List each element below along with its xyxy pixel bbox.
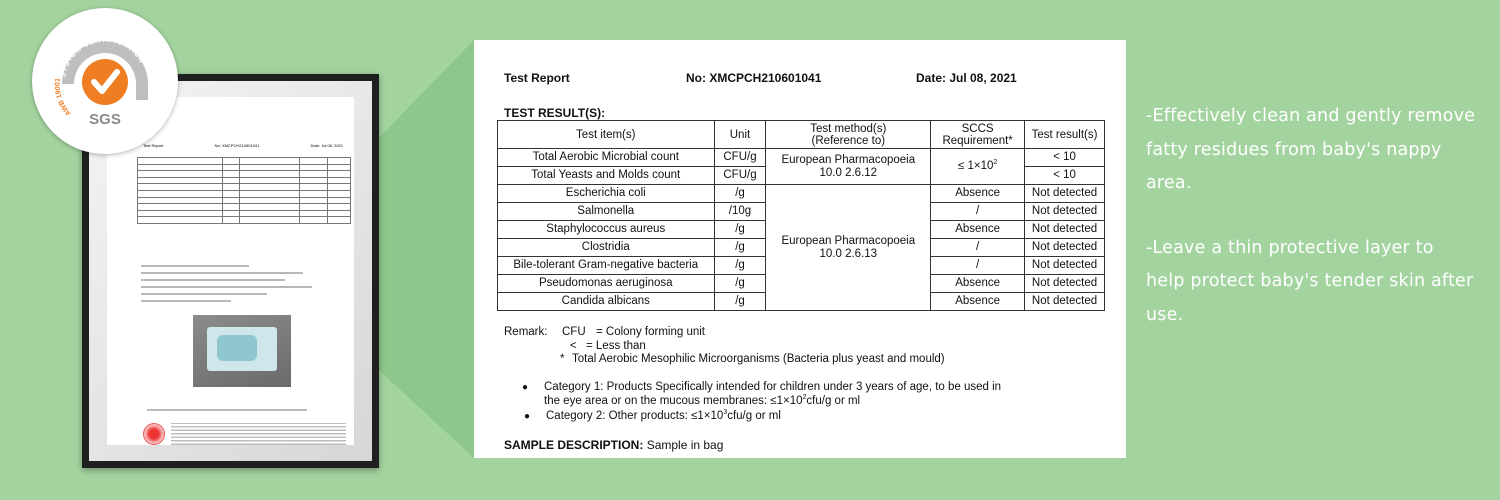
thumbnail-table-cell xyxy=(138,190,223,197)
cell-unit: /g xyxy=(714,293,766,311)
thumbnail-table-row xyxy=(138,164,351,171)
thumbnail-header-label: Test Report xyxy=(143,143,164,148)
method-b-line2: 10.0 2.6.13 xyxy=(819,247,878,260)
method-b-line1: European Pharmacopoeia xyxy=(781,234,916,247)
thumbnail-fine-print xyxy=(171,423,346,445)
remark-lt-def: = Less than xyxy=(586,339,646,352)
thumbnail-table-cell xyxy=(327,190,350,197)
thumbnail-table-cell xyxy=(223,164,240,171)
thumbnail-table-cell xyxy=(240,190,300,197)
cell-item: Candida albicans xyxy=(498,293,715,311)
thumbnail-table-row xyxy=(138,190,351,197)
thumbnail-table-row xyxy=(138,197,351,204)
cell-unit: /g xyxy=(714,221,766,239)
remark-cfu-def: = Colony forming unit xyxy=(596,326,705,338)
thumbnail-table-cell xyxy=(327,177,350,184)
cell-unit: /10g xyxy=(714,203,766,221)
test-report-zoom xyxy=(474,40,1126,458)
cell-result: Not detected xyxy=(1025,257,1105,275)
thumbnail-table-row xyxy=(138,177,351,184)
thumbnail-table-cell xyxy=(327,217,350,224)
col-test-method xyxy=(766,121,931,149)
cell-req: Absence xyxy=(931,185,1025,203)
thumbnail-table-cell xyxy=(299,171,327,178)
thumbnail-header-date: Date: Jul 08, 2021 xyxy=(310,143,343,148)
req-a-base: ≤ 1×10 xyxy=(957,160,994,172)
method-a-line1: European Pharmacopoeia xyxy=(781,153,916,166)
category-1-line1: Category 1: Products Specifically intended for children under 3 years of age, to be used in xyxy=(544,381,1002,393)
thumbnail-table-cell xyxy=(223,217,240,224)
col-sccs-line2: Requirement* xyxy=(942,134,1013,147)
thumbnail-table-cell xyxy=(240,171,300,178)
cell-result: Not detected xyxy=(1025,221,1105,239)
table-row xyxy=(498,149,1105,167)
remark-cfu-key: CFU xyxy=(562,326,586,338)
cell-unit: /g xyxy=(714,185,766,203)
thumbnail-table-cell xyxy=(240,217,300,224)
badge-side-text: AWB 19001 xyxy=(54,77,73,117)
cell-req: Absence xyxy=(931,221,1025,239)
thumbnail-footer-line xyxy=(147,409,307,411)
col-unit: Unit xyxy=(714,121,766,149)
results-title: TEST RESULT(S): xyxy=(504,106,606,120)
thumbnail-table-cell xyxy=(299,184,327,191)
thumbnail-table-cell xyxy=(223,158,240,165)
thumbnail-table xyxy=(137,157,351,224)
report-number: No: XMCPCH210601041 xyxy=(686,71,822,85)
thumbnail-table-cell xyxy=(138,171,223,178)
cell-unit: CFU/g xyxy=(714,167,766,185)
cell-unit: /g xyxy=(714,239,766,257)
cell-result: < 10 xyxy=(1025,167,1105,185)
cell-item: Bile-tolerant Gram-negative bacteria xyxy=(498,257,715,275)
thumbnail-table-cell xyxy=(223,190,240,197)
cell-unit: CFU/g xyxy=(714,149,766,167)
thumbnail-table-cell xyxy=(299,177,327,184)
test-results-table xyxy=(497,120,1105,311)
thumbnail-table-cell xyxy=(240,177,300,184)
cell-item: Pseudomonas aeruginosa xyxy=(498,275,715,293)
category-2-exp: 3 xyxy=(723,409,728,417)
table-row xyxy=(498,185,1105,203)
thumbnail-table-cell xyxy=(223,177,240,184)
sample-text: Sample in bag xyxy=(646,438,724,452)
category-2 xyxy=(546,410,1066,424)
category-2-pre: Category 2: Other products: ≤1×10 xyxy=(546,410,724,422)
thumbnail-table-cell xyxy=(299,217,327,224)
thumbnail-table-row xyxy=(138,171,351,178)
cell-req: / xyxy=(931,257,1025,275)
thumbnail-table-cell xyxy=(327,197,350,204)
category-2-post: cfu/g or ml xyxy=(727,410,781,422)
sample-label: SAMPLE DESCRIPTION: xyxy=(504,438,644,452)
col-sccs-requirement xyxy=(931,121,1025,149)
cell-req: Absence xyxy=(931,293,1025,311)
badge-arc-text: SYSTEM CERTIFICATION xyxy=(58,34,147,79)
thumbnail-table-cell xyxy=(327,184,350,191)
feature-list xyxy=(1146,100,1476,363)
thumbnail-table-cell xyxy=(223,197,240,204)
method-a-line2: 10.0 2.6.12 xyxy=(819,166,878,179)
thumbnail-table-row xyxy=(138,204,351,211)
thumbnail-table-cell xyxy=(138,217,223,224)
cell-result: Not detected xyxy=(1025,293,1105,311)
badge-brand: SGS xyxy=(89,111,121,128)
thumbnail-table-cell xyxy=(299,158,327,165)
cell-item: Staphylococcus aureus xyxy=(498,221,715,239)
thumbnail-table-cell xyxy=(327,204,350,211)
thumbnail-table-row xyxy=(138,158,351,165)
thumbnail-table-cell xyxy=(223,184,240,191)
cell-result: Not detected xyxy=(1025,275,1105,293)
thumbnail-table-row xyxy=(138,210,351,217)
thumbnail-table-cell xyxy=(138,210,223,217)
cell-item: Escherichia coli xyxy=(498,185,715,203)
thumbnail-table-cell xyxy=(299,197,327,204)
remark-star-def: Total Aerobic Mesophilic Microorganisms (Bacteria plus yeast and mould) xyxy=(572,353,945,365)
thumbnail-table-cell xyxy=(240,158,300,165)
sgs-logo-icon xyxy=(32,8,178,154)
thumbnail-table-cell xyxy=(299,210,327,217)
category-1-exp: 2 xyxy=(802,393,807,401)
feature-item: -Leave a thin protective layer to help protect baby's tender skin after use. xyxy=(1146,237,1474,325)
thumbnail-table-cell xyxy=(138,164,223,171)
table-header-row xyxy=(498,121,1105,149)
thumbnail-table-cell xyxy=(327,171,350,178)
cell-item: Salmonella xyxy=(498,203,715,221)
category-1-line2-pre: the eye area or on the mucous membranes: ≤1×10 xyxy=(544,394,803,407)
thumbnail-table-cell xyxy=(240,197,300,204)
thumbnail-table-cell xyxy=(138,197,223,204)
cell-unit: /g xyxy=(714,257,766,275)
thumbnail-table-row xyxy=(138,217,351,224)
col-test-method-line2: (Reference to) xyxy=(811,134,886,147)
cell-method-a xyxy=(766,149,931,185)
thumbnail-table-cell xyxy=(299,190,327,197)
cell-req: / xyxy=(931,203,1025,221)
thumbnail-table-cell xyxy=(138,177,223,184)
feature-item: -Effectively clean and gently remove fatty residues from baby's nappy area. xyxy=(1146,106,1476,193)
thumbnail-table-cell xyxy=(327,164,350,171)
sample-description xyxy=(504,438,723,452)
thumbnail-table-cell xyxy=(223,210,240,217)
thumbnail-table-row xyxy=(138,184,351,191)
cell-method-b xyxy=(766,185,931,311)
cell-unit: /g xyxy=(714,275,766,293)
thumbnail-table-cell xyxy=(327,210,350,217)
remark-label: Remark: xyxy=(504,326,548,338)
thumbnail-remarks xyxy=(141,265,321,307)
cell-result: Not detected xyxy=(1025,203,1105,221)
remark-lt-key: < xyxy=(570,339,577,352)
thumbnail-wipes-label xyxy=(217,335,257,361)
cell-item: Clostridia xyxy=(498,239,715,257)
thumbnail-table-cell xyxy=(223,204,240,211)
thumbnail-table-cell xyxy=(240,164,300,171)
cell-req: / xyxy=(931,239,1025,257)
col-test-item: Test item(s) xyxy=(498,121,715,149)
category-1-line2-post: cfu/g or ml xyxy=(806,394,861,407)
cell-req: Absence xyxy=(931,275,1025,293)
cell-result: < 10 xyxy=(1025,149,1105,167)
cell-item: Total Aerobic Microbial count xyxy=(498,149,715,167)
cell-result: Not detected xyxy=(1025,185,1105,203)
thumbnail-table-cell xyxy=(138,204,223,211)
report-date: Date: Jul 08, 2021 xyxy=(916,71,1017,85)
remark-star-key: * xyxy=(560,353,565,365)
thumbnail-table-cell xyxy=(240,184,300,191)
cell-result: Not detected xyxy=(1025,239,1105,257)
thumbnail-table-cell xyxy=(138,158,223,165)
thumbnail-seal xyxy=(143,423,165,445)
thumbnail-table-cell xyxy=(299,204,327,211)
cell-req-a xyxy=(931,149,1025,185)
req-a-exp: 2 xyxy=(993,159,998,167)
thumbnail-table-cell xyxy=(223,171,240,178)
category-1 xyxy=(544,381,1064,408)
thumbnail-header-number: No: XMCPCH210601041 xyxy=(214,143,260,148)
thumbnail-table-cell xyxy=(240,210,300,217)
col-test-result: Test result(s) xyxy=(1025,121,1105,149)
remark-block xyxy=(504,326,1104,367)
thumbnail-table-cell xyxy=(240,204,300,211)
cell-item: Total Yeasts and Molds count xyxy=(498,167,715,185)
thumbnail-sample-photo xyxy=(193,315,291,387)
thumbnail-table-cell xyxy=(138,184,223,191)
col-test-method-line1: Test method(s) xyxy=(810,122,887,135)
col-sccs-line1: SCCS xyxy=(961,122,994,135)
sgs-certification-badge xyxy=(32,8,178,154)
report-header-label: Test Report xyxy=(504,71,570,85)
thumbnail-table-cell xyxy=(327,158,350,165)
thumbnail-table-cell xyxy=(299,164,327,171)
